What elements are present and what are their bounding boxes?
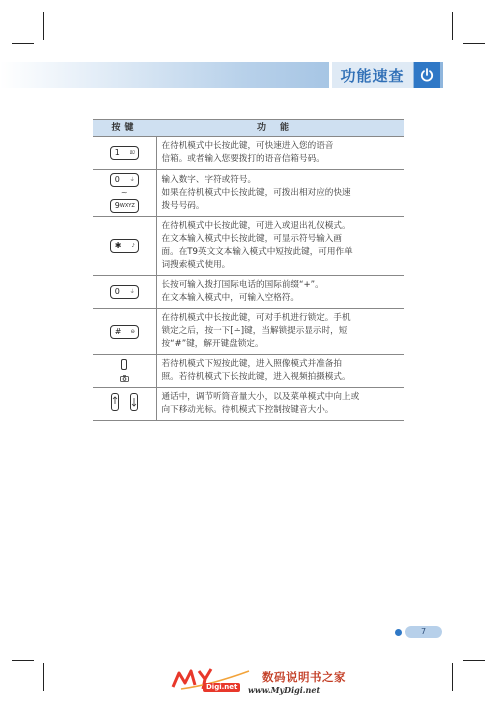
function-text: 在待机模式中长按此键，可进入或退出礼仪模式。 bbox=[161, 221, 351, 231]
function-text: 锁定之后，按一下[∸]键，当解锁提示显示时，短 bbox=[161, 326, 348, 336]
key-9-icon: 9 WXYZ bbox=[110, 199, 139, 213]
table-row bbox=[93, 170, 404, 217]
function-text: 面。在T9英文文本输入模式中短按此键，可用作单 bbox=[161, 247, 353, 257]
function-text: 词搜索模式使用。 bbox=[161, 260, 231, 270]
crop-mark bbox=[12, 43, 34, 44]
function-cell bbox=[156, 217, 404, 276]
key-cell bbox=[93, 276, 156, 309]
function-cell bbox=[156, 276, 404, 309]
function-cell bbox=[156, 388, 404, 421]
function-text: 若待机模式下短按此键，进入照像模式并准备拍 bbox=[161, 359, 342, 369]
table-row bbox=[93, 276, 404, 309]
function-text: 按“#”键，解开键盘锁定。 bbox=[161, 339, 264, 349]
function-text: 在待机模式中长按此键，可对手机进行锁定。手机 bbox=[161, 313, 351, 323]
function-text: 向下移动光标。待机模式下控制按键音大小。 bbox=[161, 405, 334, 415]
watermark-title: 数码说明书之家 bbox=[262, 670, 346, 684]
crop-mark bbox=[463, 43, 485, 44]
table-row bbox=[93, 355, 404, 388]
key-cell bbox=[93, 170, 156, 217]
column-header-function: 功能 bbox=[156, 120, 404, 137]
function-text: 在文本输入模式中，可输入空格符。 bbox=[161, 293, 300, 303]
key-cell bbox=[93, 355, 156, 388]
function-text: 拨号号码。 bbox=[161, 200, 205, 211]
crop-mark bbox=[452, 663, 453, 691]
watermark-domain-badge: Digi.net bbox=[203, 683, 240, 692]
crop-mark bbox=[463, 660, 485, 661]
table-row bbox=[93, 388, 404, 421]
crop-mark bbox=[452, 12, 453, 40]
key-0-icon: 0 ⏚ bbox=[110, 285, 139, 299]
page-dot-icon bbox=[395, 629, 402, 636]
function-text: 在待机模式中长按此键，可快速进入您的语音 bbox=[161, 141, 334, 151]
watermark-url: www.MyDigi.net bbox=[248, 685, 321, 695]
power-icon bbox=[414, 62, 440, 88]
range-separator: ~ bbox=[120, 188, 128, 197]
function-text: 如果在待机模式中长按此键，可拨出相对应的快速 bbox=[161, 187, 351, 198]
key-star-icon: ✱ ♪ bbox=[110, 239, 139, 253]
volume-down-key-icon bbox=[130, 393, 138, 411]
camera-icon bbox=[93, 375, 156, 384]
key-cell bbox=[93, 388, 156, 421]
page-number: 7 bbox=[405, 626, 442, 638]
crop-mark bbox=[12, 660, 34, 661]
function-cell bbox=[156, 355, 404, 388]
function-text: 在文本输入模式中长按此键，可显示符号输入画 bbox=[161, 234, 342, 244]
table-row bbox=[93, 309, 404, 355]
table-header-row bbox=[93, 120, 404, 137]
camera-key-icon bbox=[121, 359, 127, 370]
page-title: 功能速查 bbox=[329, 62, 413, 88]
crop-mark bbox=[43, 663, 44, 691]
key-cell bbox=[93, 309, 156, 355]
function-text: 通话中，调节听筒音量大小，以及菜单模式中向上或 bbox=[161, 392, 360, 402]
key-cell bbox=[93, 217, 156, 276]
volume-up-key-icon bbox=[111, 393, 119, 411]
table-row bbox=[93, 137, 404, 170]
key-function-table bbox=[93, 119, 404, 421]
function-text: 长按可输入拨打国际电话的国际前缀“+”。 bbox=[161, 280, 324, 290]
function-text: 信箱。或者输入您要拨打的语音信箱号码。 bbox=[161, 154, 325, 164]
function-cell bbox=[156, 170, 404, 217]
key-cell bbox=[93, 137, 156, 170]
table-row bbox=[93, 217, 404, 276]
key-hash-icon: # ⊖ bbox=[110, 325, 139, 339]
function-cell bbox=[156, 309, 404, 355]
function-text: 照。若待机模式下长按此键，进入视频拍摄模式。 bbox=[161, 372, 351, 382]
crop-mark bbox=[43, 12, 44, 40]
key-0-icon: 0 ⏚ bbox=[110, 173, 139, 187]
function-text: 输入数字、字符或符号。 bbox=[161, 174, 257, 185]
key-1-icon: 1 ﾛﾛ bbox=[110, 146, 139, 160]
function-cell bbox=[156, 137, 404, 170]
column-header-key: 按键 bbox=[93, 120, 156, 137]
